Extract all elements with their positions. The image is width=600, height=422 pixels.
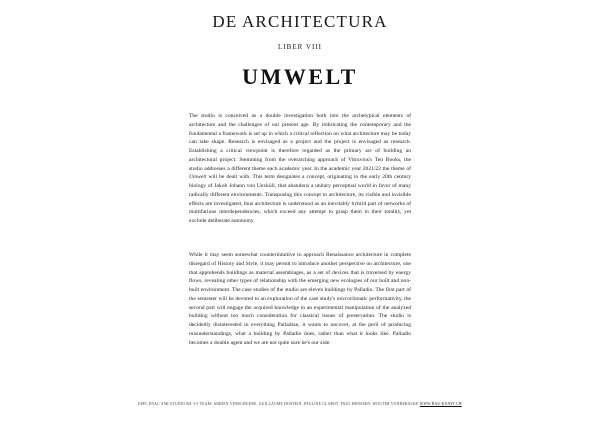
footer-link[interactable]: WWW.BAU-KUNST.CH	[419, 402, 462, 406]
footer	[0, 402, 600, 406]
header-subtitle: LIBER VIII	[278, 43, 322, 51]
footer-credits: EPFL ENAC SAR STUDIO BA 3-5 TEAM: ADRIEN VERSCHUERE, GUILLAUME HOSTEIN, PAULINE CLAROT, PAUL HENSSEN, WOUTER VONDERACKE	[138, 402, 420, 406]
header-title: DE ARCHITECTURA	[212, 12, 388, 31]
paragraph-1-emphasis: Umwelt	[189, 174, 207, 181]
document-title: UMWELT	[242, 64, 358, 89]
paragraph-2: While it may seem somewhat counterintuitive to approach Renaissance architecture in complete disregard of History and Style, it may permit to introduce another perspective on architecture, one that apprehends buildings as material assemblages, as a set of devices that is traversed by energy flows, revealing other types of relationship with the emerging new ecologies of our built and non-built environment. The case studies of the studio are eleven buildings by Palladio. The first part of the semester will be devoted to an exploration of the case study's microclimatic performativity, the second part will engage the acquired knowledge in an experimental manipulation of the analyzed building without too much consideration for classical issues of preservation. The studio is decidedly disinterested in everything Palladian, it wants to uncover, at the peril of producing misunderstandings, what a building by Palladio does, rather than what it looks like. Palladio becomes a double agent and we are not quite sure he's our side.	[189, 252, 411, 346]
paragraph-1-text-b: will be dealt with. This term designates a concept, originating in the early 20th century biology of Jakob Johann von Uexküll, that abandons a unitary perceptual world in favor of many radically different environments. Transposing this concept to architecture, its visible and invisible effects are investigated, thus architecture is understood as an inevitably hybrid part of networks of multifarious interdependencies, which exceed any attempt to grasp them in their totality, yet exclude deliberate autonomy.	[189, 174, 411, 224]
paragraph-1	[189, 112, 411, 226]
paragraph-1-text-a: The studio is conceived as a double investigation both into the archetypical elements of architecture and the challenges of our present age. By imbricating the contemporary and the fundamental a framework is set up in which a critical reflection on what architecture may be today can take shape. Research is envisaged as a project and the project is envisaged as research. Establishing a critical viewpoint is therefore regarded as the primary act of building an architectural project. Stemming from the overarching approach of Vitruvius's Ten Books, the studio addresses a different theme each academic year. In the academic year 2021/22 the theme of	[189, 113, 411, 172]
